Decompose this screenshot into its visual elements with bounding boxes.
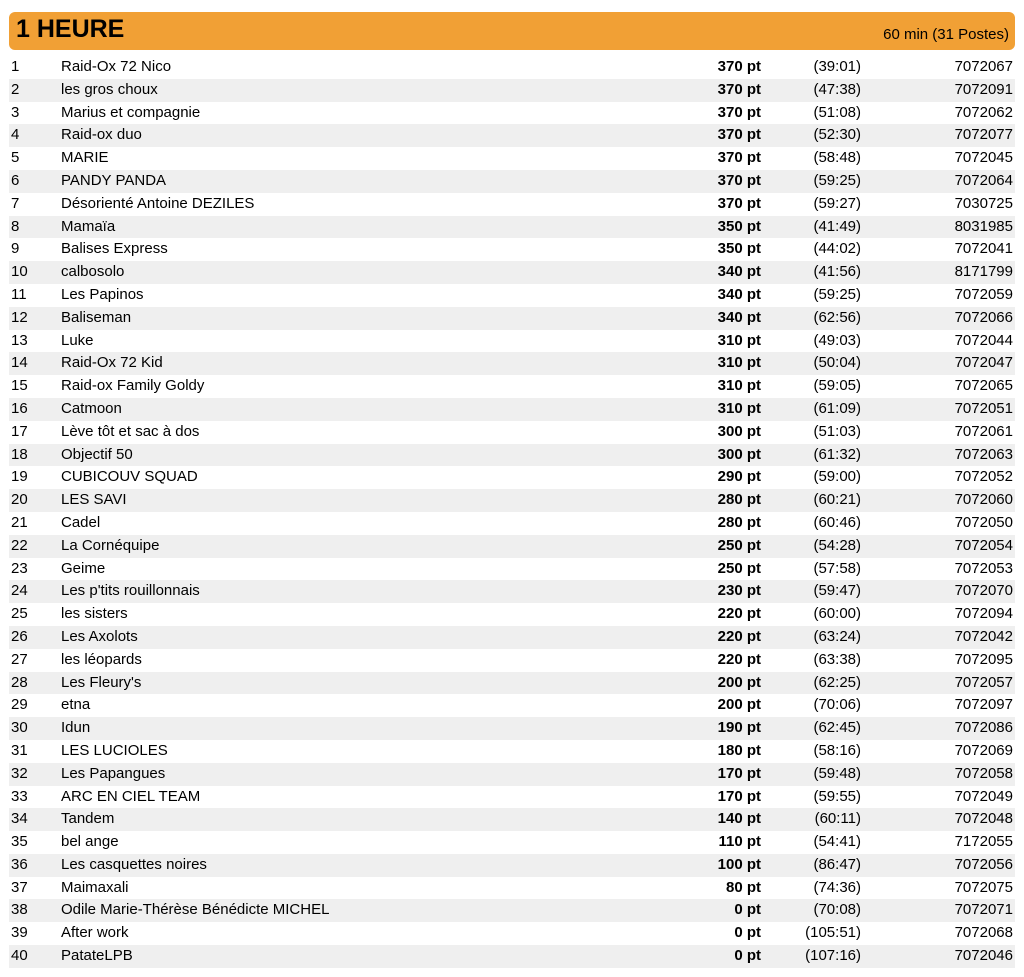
table-row xyxy=(9,740,1015,763)
rank-cell: 22 xyxy=(11,536,28,554)
results-table xyxy=(9,56,1015,968)
time-cell: (61:09) xyxy=(813,399,861,417)
chip-id-cell: 7072051 xyxy=(954,399,1013,417)
table-row xyxy=(9,193,1015,216)
rank-cell: 14 xyxy=(11,354,28,372)
points-cell: 370 pt xyxy=(717,149,761,167)
chip-id-cell: 7072067 xyxy=(954,58,1013,75)
team-name-cell: La Cornéquipe xyxy=(61,536,160,554)
points-cell: 170 pt xyxy=(717,764,761,782)
time-cell: (62:25) xyxy=(813,673,861,691)
points-cell: 300 pt xyxy=(717,422,761,440)
points-cell: 0 pt xyxy=(734,901,761,919)
chip-id-cell: 7072056 xyxy=(954,855,1013,873)
time-cell: (63:38) xyxy=(813,650,861,668)
time-cell: (105:51) xyxy=(805,924,861,942)
table-row xyxy=(9,922,1015,945)
table-row xyxy=(9,261,1015,284)
team-name-cell: Cadel xyxy=(61,513,101,531)
points-cell: 310 pt xyxy=(717,377,761,395)
team-name-cell: Les Papangues xyxy=(61,764,166,782)
rank-cell: 26 xyxy=(11,627,28,645)
table-row xyxy=(9,238,1015,261)
team-name-cell: Odile Marie-Thérèse Bénédicte MICHEL xyxy=(61,901,330,919)
rank-cell: 31 xyxy=(11,741,28,759)
chip-id-cell: 8031985 xyxy=(954,217,1013,235)
table-row xyxy=(9,307,1015,330)
points-cell: 0 pt xyxy=(734,924,761,942)
points-cell: 140 pt xyxy=(717,810,761,828)
rank-cell: 19 xyxy=(11,468,28,486)
chip-id-cell: 7072071 xyxy=(954,901,1013,919)
time-cell: (70:06) xyxy=(813,696,861,714)
time-cell: (59:55) xyxy=(813,787,861,805)
rank-cell: 13 xyxy=(11,331,28,349)
chip-id-cell: 7072054 xyxy=(954,536,1013,554)
time-cell: (86:47) xyxy=(813,855,861,873)
team-name-cell: Lève tôt et sac à dos xyxy=(61,422,200,440)
category-title: 1 HEURE xyxy=(16,15,125,43)
table-row xyxy=(9,79,1015,102)
team-name-cell: CUBICOUV SQUAD xyxy=(61,468,198,486)
table-row xyxy=(9,330,1015,353)
rank-cell: 18 xyxy=(11,445,28,463)
chip-id-cell: 7072091 xyxy=(954,80,1013,98)
table-row xyxy=(9,216,1015,239)
team-name-cell: Raid-Ox 72 Nico xyxy=(61,58,172,75)
team-name-cell: Tandem xyxy=(61,810,115,828)
points-cell: 370 pt xyxy=(717,58,761,75)
points-cell: 180 pt xyxy=(717,741,761,759)
table-row xyxy=(9,717,1015,740)
time-cell: (61:32) xyxy=(813,445,861,463)
rank-cell: 40 xyxy=(11,947,28,965)
table-row xyxy=(9,786,1015,809)
rank-cell: 2 xyxy=(11,80,20,98)
chip-id-cell: 7072066 xyxy=(954,308,1013,326)
chip-id-cell: 7072048 xyxy=(954,810,1013,828)
team-name-cell: After work xyxy=(61,924,129,942)
points-cell: 370 pt xyxy=(717,194,761,212)
table-row xyxy=(9,649,1015,672)
points-cell: 280 pt xyxy=(717,513,761,531)
chip-id-cell: 7072069 xyxy=(954,741,1013,759)
table-row xyxy=(9,352,1015,375)
time-cell: (52:30) xyxy=(813,126,861,144)
team-name-cell: Les Axolots xyxy=(61,627,138,645)
time-cell: (51:03) xyxy=(813,422,861,440)
team-name-cell: Les p'tits rouillonnais xyxy=(61,582,200,600)
rank-cell: 30 xyxy=(11,719,28,737)
rank-cell: 15 xyxy=(11,377,28,395)
points-cell: 310 pt xyxy=(717,354,761,372)
table-row xyxy=(9,899,1015,922)
chip-id-cell: 7072044 xyxy=(954,331,1013,349)
rank-cell: 21 xyxy=(11,513,28,531)
table-row xyxy=(9,489,1015,512)
rank-cell: 6 xyxy=(11,171,20,189)
rank-cell: 10 xyxy=(11,263,28,281)
points-cell: 280 pt xyxy=(717,491,761,509)
category-info: 60 min (31 Postes) xyxy=(883,26,1009,43)
category-header xyxy=(9,12,1015,50)
table-row xyxy=(9,831,1015,854)
rank-cell: 5 xyxy=(11,149,20,167)
points-cell: 290 pt xyxy=(717,468,761,486)
team-name-cell: les gros choux xyxy=(61,80,158,98)
rank-cell: 24 xyxy=(11,582,28,600)
time-cell: (59:27) xyxy=(813,194,861,212)
team-name-cell: Catmoon xyxy=(61,399,122,417)
time-cell: (59:05) xyxy=(813,377,861,395)
points-cell: 340 pt xyxy=(717,263,761,281)
team-name-cell: Objectif 50 xyxy=(61,445,133,463)
time-cell: (60:00) xyxy=(813,605,861,623)
team-name-cell: Mamaïa xyxy=(61,217,116,235)
team-name-cell: Marius et compagnie xyxy=(61,103,201,121)
rank-cell: 7 xyxy=(11,194,20,212)
time-cell: (51:08) xyxy=(813,103,861,121)
table-row xyxy=(9,170,1015,193)
time-cell: (70:08) xyxy=(813,901,861,919)
chip-id-cell: 7072064 xyxy=(954,171,1013,189)
table-row xyxy=(9,512,1015,535)
points-cell: 350 pt xyxy=(717,240,761,258)
chip-id-cell: 7072053 xyxy=(954,559,1013,577)
time-cell: (59:48) xyxy=(813,764,861,782)
team-name-cell: ARC EN CIEL TEAM xyxy=(61,787,201,805)
team-name-cell: les léopards xyxy=(61,650,142,668)
chip-id-cell: 7072097 xyxy=(954,696,1013,714)
rank-cell: 4 xyxy=(11,126,20,144)
team-name-cell: les sisters xyxy=(61,605,128,623)
time-cell: (41:49) xyxy=(813,217,861,235)
team-name-cell: Désorienté Antoine DEZILES xyxy=(61,194,255,212)
table-row xyxy=(9,284,1015,307)
team-name-cell: Geime xyxy=(61,559,106,577)
table-row xyxy=(9,763,1015,786)
chip-id-cell: 7072041 xyxy=(954,240,1013,258)
chip-id-cell: 7072063 xyxy=(954,445,1013,463)
chip-id-cell: 7072045 xyxy=(954,149,1013,167)
points-cell: 340 pt xyxy=(717,285,761,303)
time-cell: (62:45) xyxy=(813,719,861,737)
time-cell: (54:28) xyxy=(813,536,861,554)
chip-id-cell: 8171799 xyxy=(954,263,1013,281)
time-cell: (60:46) xyxy=(813,513,861,531)
points-cell: 200 pt xyxy=(717,696,761,714)
rank-cell: 11 xyxy=(11,285,27,303)
chip-id-cell: 7072057 xyxy=(954,673,1013,691)
team-name-cell: Luke xyxy=(61,331,94,349)
team-name-cell: Les Papinos xyxy=(61,285,144,303)
points-cell: 300 pt xyxy=(717,445,761,463)
time-cell: (54:41) xyxy=(813,833,861,851)
points-cell: 220 pt xyxy=(717,627,761,645)
time-cell: (59:25) xyxy=(813,171,861,189)
time-cell: (59:47) xyxy=(813,582,861,600)
chip-id-cell: 7072058 xyxy=(954,764,1013,782)
time-cell: (47:38) xyxy=(813,80,861,98)
table-row xyxy=(9,945,1015,968)
team-name-cell: Les casquettes noires xyxy=(61,855,207,873)
time-cell: (58:48) xyxy=(813,149,861,167)
points-cell: 200 pt xyxy=(717,673,761,691)
rank-cell: 32 xyxy=(11,764,28,782)
points-cell: 230 pt xyxy=(717,582,761,600)
chip-id-cell: 7072050 xyxy=(954,513,1013,531)
rank-cell: 36 xyxy=(11,855,28,873)
table-row xyxy=(9,808,1015,831)
chip-id-cell: 7072068 xyxy=(954,924,1013,942)
points-cell: 370 pt xyxy=(717,80,761,98)
table-row xyxy=(9,466,1015,489)
team-name-cell: Balises Express xyxy=(61,240,168,258)
points-cell: 310 pt xyxy=(717,331,761,349)
table-row xyxy=(9,444,1015,467)
team-name-cell: bel ange xyxy=(61,833,119,851)
chip-id-cell: 7072086 xyxy=(954,719,1013,737)
team-name-cell: Raid-ox duo xyxy=(61,126,142,144)
rank-cell: 23 xyxy=(11,559,28,577)
points-cell: 310 pt xyxy=(717,399,761,417)
time-cell: (59:00) xyxy=(813,468,861,486)
table-row xyxy=(9,672,1015,695)
rank-cell: 38 xyxy=(11,901,28,919)
time-cell: (60:11) xyxy=(814,810,861,828)
table-row xyxy=(9,56,1015,79)
points-cell: 220 pt xyxy=(717,605,761,623)
chip-id-cell: 7072061 xyxy=(954,422,1013,440)
points-cell: 220 pt xyxy=(717,650,761,668)
rank-cell: 20 xyxy=(11,491,28,509)
time-cell: (59:25) xyxy=(813,285,861,303)
table-row xyxy=(9,603,1015,626)
points-cell: 170 pt xyxy=(717,787,761,805)
table-row xyxy=(9,877,1015,900)
team-name-cell: Baliseman xyxy=(61,308,132,326)
team-name-cell: LES SAVI xyxy=(61,491,127,509)
chip-id-cell: 7072095 xyxy=(954,650,1013,668)
time-cell: (62:56) xyxy=(813,308,861,326)
table-row xyxy=(9,694,1015,717)
rank-cell: 16 xyxy=(11,399,28,417)
table-row xyxy=(9,124,1015,147)
rank-cell: 34 xyxy=(11,810,28,828)
points-cell: 350 pt xyxy=(717,217,761,235)
rank-cell: 27 xyxy=(11,650,28,668)
chip-id-cell: 7072042 xyxy=(954,627,1013,645)
rank-cell: 25 xyxy=(11,605,28,623)
rank-cell: 35 xyxy=(11,833,28,851)
time-cell: (107:16) xyxy=(805,947,861,965)
table-row xyxy=(9,558,1015,581)
points-cell: 340 pt xyxy=(717,308,761,326)
chip-id-cell: 7072070 xyxy=(954,582,1013,600)
time-cell: (58:16) xyxy=(813,741,861,759)
chip-id-cell: 7072060 xyxy=(954,491,1013,509)
points-cell: 370 pt xyxy=(717,171,761,189)
rank-cell: 9 xyxy=(11,240,20,258)
rank-cell: 28 xyxy=(11,673,28,691)
time-cell: (57:58) xyxy=(813,559,861,577)
team-name-cell: calbosolo xyxy=(61,263,125,281)
rank-cell: 3 xyxy=(11,103,20,121)
chip-id-cell: 7072059 xyxy=(954,285,1013,303)
team-name-cell: LES LUCIOLES xyxy=(61,741,168,759)
rank-cell: 8 xyxy=(11,217,20,235)
chip-id-cell: 7072094 xyxy=(954,605,1013,623)
time-cell: (50:04) xyxy=(813,354,861,372)
team-name-cell: Idun xyxy=(61,719,91,737)
rank-cell: 17 xyxy=(11,422,28,440)
points-cell: 250 pt xyxy=(717,559,761,577)
chip-id-cell: 7072062 xyxy=(954,103,1013,121)
points-cell: 250 pt xyxy=(717,536,761,554)
rank-cell: 33 xyxy=(11,787,28,805)
table-row xyxy=(9,535,1015,558)
time-cell: (60:21) xyxy=(813,491,861,509)
rank-cell: 1 xyxy=(11,58,20,75)
team-name-cell: PatateLPB xyxy=(61,947,133,965)
table-row xyxy=(9,102,1015,125)
points-cell: 370 pt xyxy=(717,126,761,144)
table-row xyxy=(9,421,1015,444)
chip-id-cell: 7172055 xyxy=(954,833,1013,851)
points-cell: 0 pt xyxy=(734,947,761,965)
team-name-cell: PANDY PANDA xyxy=(61,171,167,189)
points-cell: 80 pt xyxy=(725,878,761,896)
points-cell: 190 pt xyxy=(717,719,761,737)
team-name-cell: Maimaxali xyxy=(61,878,129,896)
points-cell: 110 pt xyxy=(718,833,761,851)
team-name-cell: Raid-Ox 72 Kid xyxy=(61,354,163,372)
time-cell: (39:01) xyxy=(813,58,861,75)
chip-id-cell: 7072052 xyxy=(954,468,1013,486)
time-cell: (74:36) xyxy=(813,878,861,896)
chip-id-cell: 7030725 xyxy=(954,194,1013,212)
time-cell: (49:03) xyxy=(813,331,861,349)
rank-cell: 29 xyxy=(11,696,28,714)
chip-id-cell: 7072046 xyxy=(954,947,1013,965)
time-cell: (41:56) xyxy=(813,263,861,281)
table-row xyxy=(9,854,1015,877)
rank-cell: 39 xyxy=(11,924,28,942)
chip-id-cell: 7072075 xyxy=(954,878,1013,896)
chip-id-cell: 7072065 xyxy=(954,377,1013,395)
team-name-cell: etna xyxy=(61,696,91,714)
points-cell: 370 pt xyxy=(717,103,761,121)
chip-id-cell: 7072049 xyxy=(954,787,1013,805)
time-cell: (44:02) xyxy=(813,240,861,258)
team-name-cell: Raid-ox Family Goldy xyxy=(61,377,205,395)
rank-cell: 12 xyxy=(11,308,28,326)
rank-cell: 37 xyxy=(11,878,28,896)
table-row xyxy=(9,398,1015,421)
points-cell: 100 pt xyxy=(717,855,761,873)
chip-id-cell: 7072077 xyxy=(954,126,1013,144)
table-row xyxy=(9,580,1015,603)
table-row xyxy=(9,147,1015,170)
table-row xyxy=(9,375,1015,398)
team-name-cell: Les Fleury's xyxy=(61,673,142,691)
chip-id-cell: 7072047 xyxy=(954,354,1013,372)
team-name-cell: MARIE xyxy=(61,149,109,167)
time-cell: (63:24) xyxy=(813,627,861,645)
table-row xyxy=(9,626,1015,649)
